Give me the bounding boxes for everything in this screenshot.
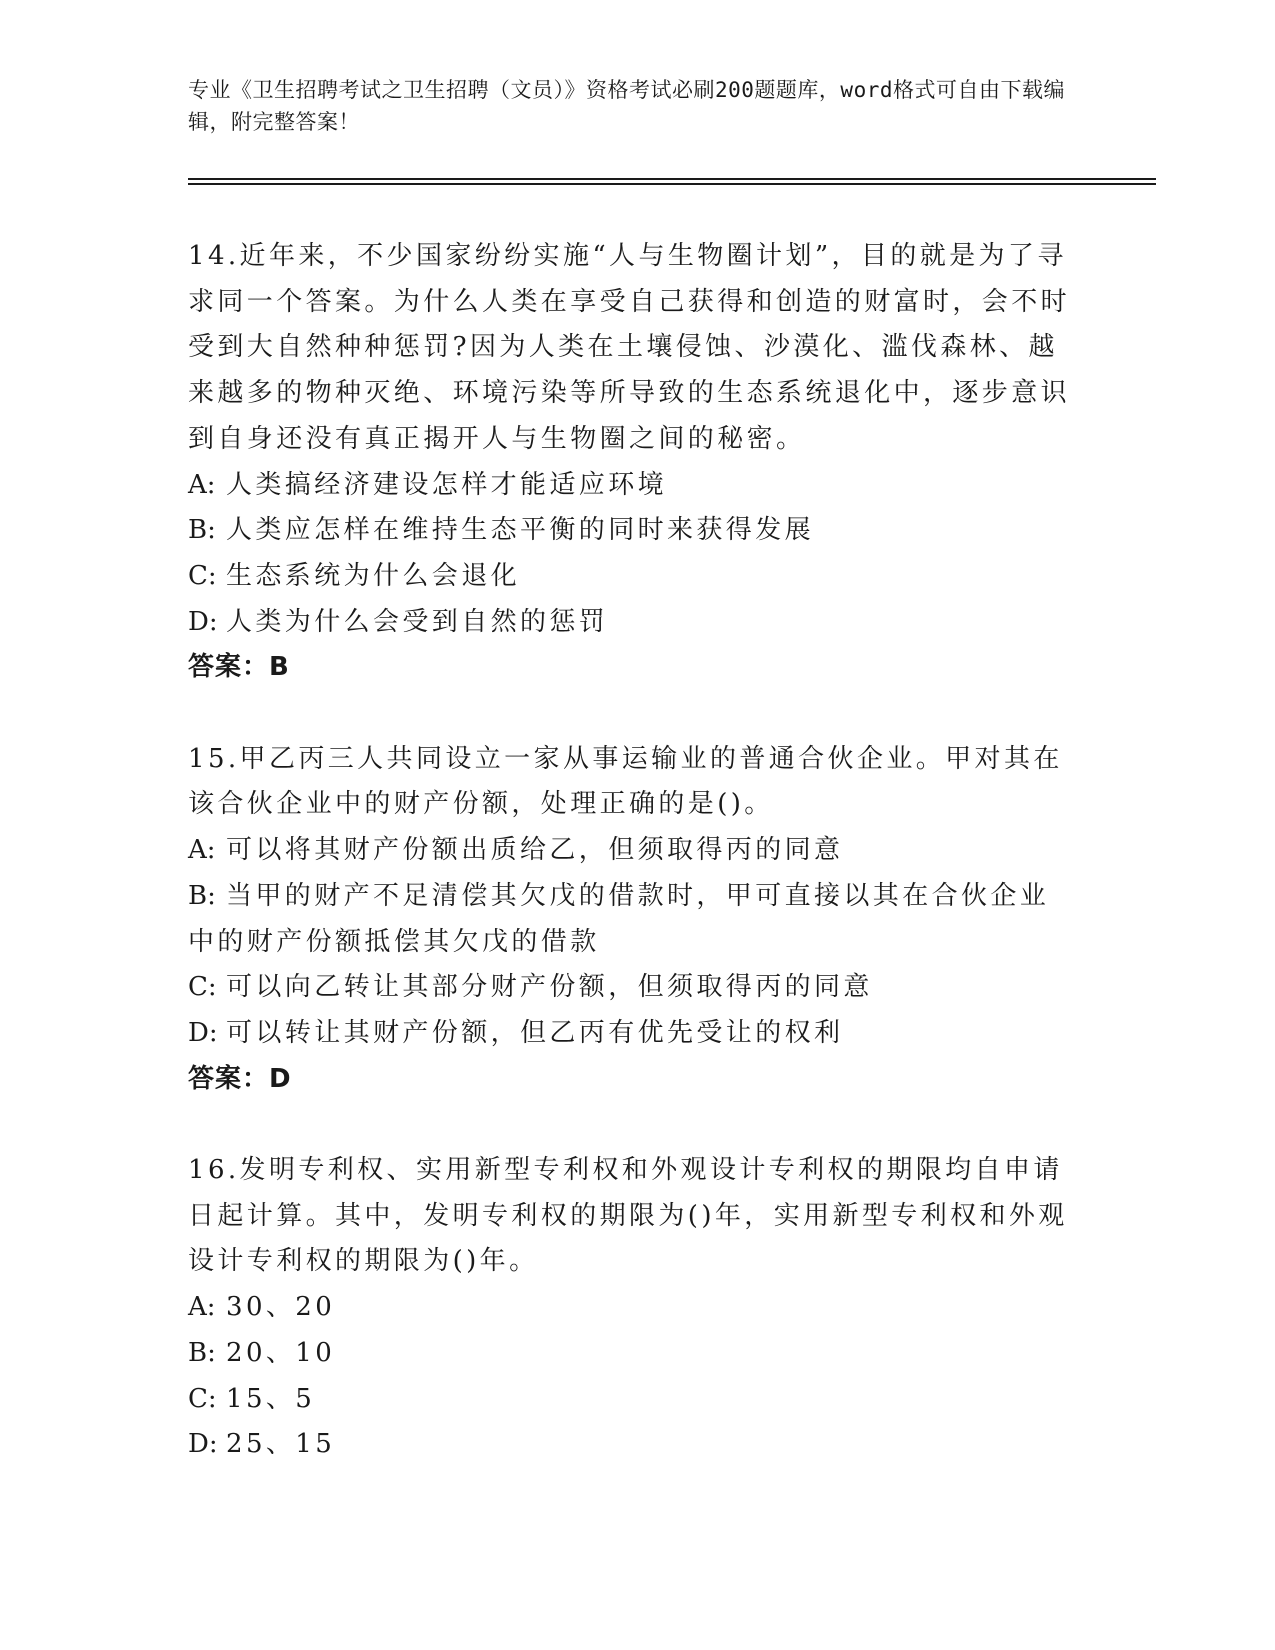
option-letter: C: [188, 1383, 217, 1414]
option-d [188, 1422, 1073, 1468]
option-c [188, 1377, 1073, 1423]
question-spacer [188, 1102, 1073, 1148]
answer-label: 答案：D [188, 1063, 292, 1094]
option-text: 人类应怎样在维持生态平衡的同时来获得发展 [226, 515, 815, 546]
question-text: 14.近年来，不少国家纷纷实施“人与生物圈计划”，目的就是为了寻求同一个答案。为什么人类在享受自己获得和创造的财富时，会不时受到大自然种种惩罚?因为人类在土壤侵蚀、沙漠化、滥伐森林、越来越多的物种灭绝、环境污染等所导致的生态系统退化中，逐步意识到自身还没有真正揭开人与生物圈之间的秘密。 [188, 241, 1071, 454]
question-16 [188, 1148, 1073, 1468]
option-text: 当甲的财产不足清偿其欠戊的借款时，甲可直接以其在合伙企业中的财产份额抵偿其欠戊的借款 [188, 880, 1050, 957]
option-text: 可以将其财产份额出质给乙，但须取得丙的同意 [226, 835, 844, 866]
option-letter: B: [188, 515, 216, 546]
header-divider-bottom [188, 183, 1156, 185]
option-letter: B: [188, 880, 216, 911]
question-text: 16.发明专利权、实用新型专利权和外观设计专利权的期限均自申请日起计算。其中，发明专利权的期限为()年，实用新型专利权和外观设计专利权的期限为()年。 [188, 1155, 1068, 1277]
option-text: 15、5 [226, 1383, 316, 1414]
option-letter: A: [188, 835, 216, 866]
option-letter: A: [188, 1292, 216, 1323]
option-a [188, 463, 1073, 509]
option-text: 人类为什么会受到自然的惩罚 [226, 606, 609, 637]
option-a [188, 828, 1073, 874]
option-text: 生态系统为什么会退化 [226, 560, 521, 591]
option-b [188, 508, 1073, 554]
option-d [188, 600, 1073, 646]
option-b [188, 1331, 1073, 1377]
option-text: 可以向乙转让其部分财产份额，但须取得丙的同意 [226, 972, 873, 1003]
option-letter: A: [188, 469, 216, 500]
option-text: 可以转让其财产份额，但乙丙有优先受让的权利 [226, 1017, 844, 1048]
option-text: 30、20 [226, 1292, 336, 1323]
option-a [188, 1285, 1073, 1331]
question-15 [188, 737, 1073, 1103]
option-text: 20、10 [226, 1337, 336, 1368]
option-d [188, 1011, 1073, 1057]
option-letter: D: [188, 1017, 218, 1048]
option-text: 人类搞经济建设怎样才能适应环境 [226, 469, 668, 500]
question-text: 15.甲乙丙三人共同设立一家从事运输业的普通合伙企业。甲对其在该合伙企业中的财产份额，处理正确的是()。 [188, 743, 1063, 820]
option-c [188, 965, 1073, 1011]
header-divider-top [188, 178, 1156, 180]
option-c [188, 554, 1073, 600]
option-letter: B: [188, 1337, 216, 1368]
page-header: 专业《卫生招聘考试之卫生招聘（文员）》资格考试必刷200题题库，word格式可自由下载编辑，附完整答案！ [188, 78, 1065, 134]
option-text: 25、15 [226, 1429, 336, 1460]
option-b [188, 874, 1073, 965]
question-14 [188, 234, 1073, 691]
question-spacer [188, 691, 1073, 737]
option-letter: C: [188, 560, 217, 591]
option-letter: D: [188, 606, 218, 637]
option-letter: D: [188, 1429, 218, 1460]
question-list [188, 234, 1073, 1468]
option-letter: C: [188, 972, 217, 1003]
answer-label: 答案：B [188, 652, 290, 683]
